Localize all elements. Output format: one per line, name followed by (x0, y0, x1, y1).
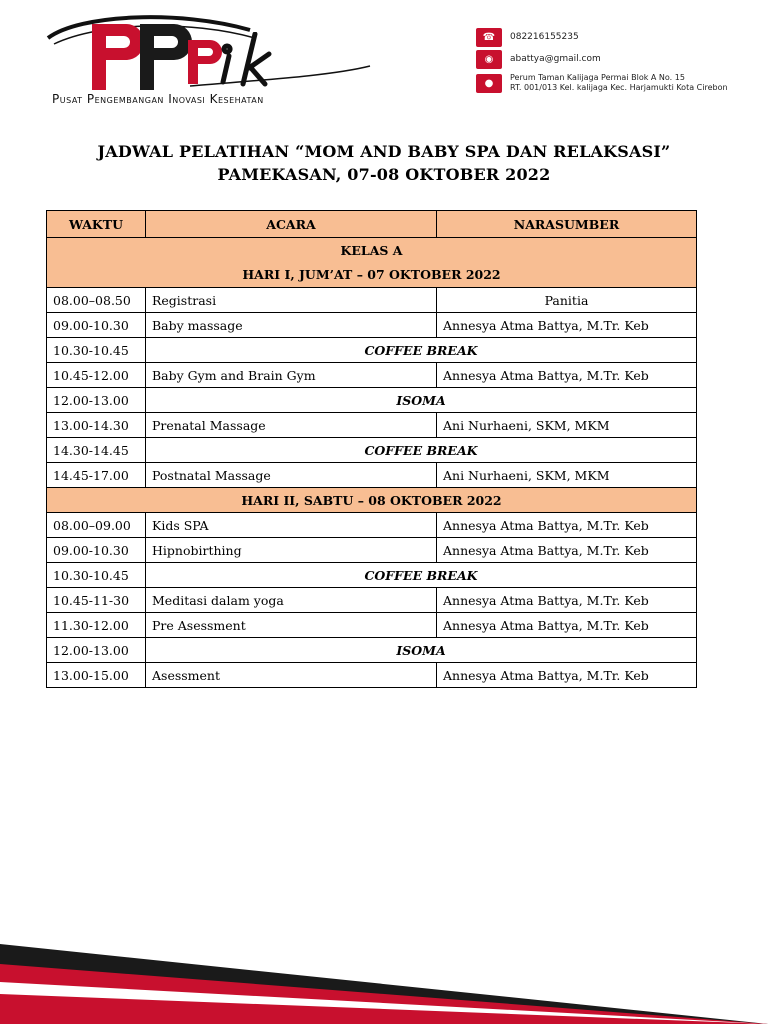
time-cell: 10.45-11-30 (47, 588, 146, 613)
event-cell: Hipnobirthing (146, 538, 437, 563)
document-title: JADWAL PELATIHAN “MOM AND BABY SPA DAN RELAKSASI” (97, 142, 671, 161)
break-cell: COFFEE BREAK (146, 438, 697, 463)
time-cell: 10.45-12.00 (47, 363, 146, 388)
organization-logo (40, 10, 380, 110)
table-row (47, 363, 697, 388)
event-cell: Baby Gym and Brain Gym (146, 363, 437, 388)
contact-block (476, 26, 756, 96)
contact-email (476, 48, 756, 70)
time-cell: 13.00-15.00 (47, 663, 146, 688)
location-icon: ● (476, 74, 502, 93)
speaker-cell: Annesya Atma Battya, M.Tr. Keb (437, 513, 697, 538)
schedule-table (46, 210, 697, 688)
speaker-cell: Ani Nurhaeni, SKM, MKM (437, 463, 697, 488)
table-row (47, 588, 697, 613)
day2-label: HARI II, SABTU – 08 OKTOBER 2022 (47, 488, 697, 513)
event-cell: Meditasi dalam yoga (146, 588, 437, 613)
table-row (47, 538, 697, 563)
class-label: KELAS A (47, 238, 697, 263)
event-cell: Kids SPA (146, 513, 437, 538)
table-row (47, 663, 697, 688)
table-row-break (47, 338, 697, 363)
event-cell: Postnatal Massage (146, 463, 437, 488)
time-cell: 12.00-13.00 (47, 638, 146, 663)
table-row-break (47, 438, 697, 463)
column-header-acara: ACARA (146, 211, 437, 238)
globe-icon: ◉ (476, 50, 502, 69)
phone-number: 082216155235 (510, 32, 579, 42)
time-cell: 12.00-13.00 (47, 388, 146, 413)
speaker-cell: Annesya Atma Battya, M.Tr. Keb (437, 363, 697, 388)
time-cell: 08.00–08.50 (47, 288, 146, 313)
time-cell: 14.30-14.45 (47, 438, 146, 463)
speaker-cell: Ani Nurhaeni, SKM, MKM (437, 413, 697, 438)
table-row (47, 513, 697, 538)
footer-swoosh-decoration (0, 920, 768, 1024)
class-row (47, 238, 697, 263)
table-row (47, 463, 697, 488)
break-cell: ISOMA (146, 388, 697, 413)
time-cell: 09.00-10.30 (47, 538, 146, 563)
logo-subtitle: Pusat Pengembangan Inovasi Kesehatan (52, 92, 264, 106)
speaker-cell: Annesya Atma Battya, M.Tr. Keb (437, 588, 697, 613)
day1-label: HARI I, JUM’AT – 07 OKTOBER 2022 (47, 263, 697, 288)
speaker-cell: Panitia (437, 288, 697, 313)
event-cell: Registrasi (146, 288, 437, 313)
address-line-1: Perum Taman Kalijaga Permai Blok A No. 15 (510, 73, 685, 82)
table-row-break (47, 388, 697, 413)
table-row-break (47, 638, 697, 663)
speaker-cell: Annesya Atma Battya, M.Tr. Keb (437, 613, 697, 638)
contact-address (476, 70, 756, 96)
logo-ik-letters (215, 32, 335, 92)
phone-icon: ☎ (476, 28, 502, 47)
event-cell: Asessment (146, 663, 437, 688)
column-header-narasumber: NARASUMBER (437, 211, 697, 238)
day-header-row (47, 488, 697, 513)
time-cell: 10.30-10.45 (47, 338, 146, 363)
time-cell: 13.00-14.30 (47, 413, 146, 438)
email-address: abattya@gmail.com (510, 54, 601, 64)
speaker-cell: Annesya Atma Battya, M.Tr. Keb (437, 538, 697, 563)
time-cell: 14.45-17.00 (47, 463, 146, 488)
table-row (47, 288, 697, 313)
break-cell: ISOMA (146, 638, 697, 663)
event-cell: Pre Asessment (146, 613, 437, 638)
break-cell: COFFEE BREAK (146, 563, 697, 588)
time-cell: 08.00–09.00 (47, 513, 146, 538)
table-row (47, 313, 697, 338)
column-header-waktu: WAKTU (47, 211, 146, 238)
break-cell: COFFEE BREAK (146, 338, 697, 363)
table-row (47, 613, 697, 638)
time-cell: 10.30-10.45 (47, 563, 146, 588)
contact-phone (476, 26, 756, 48)
speaker-cell: Annesya Atma Battya, M.Tr. Keb (437, 663, 697, 688)
address-line-2: RT. 001/013 Kel. kalijaga Kec. Harjamukti Kota Cirebon (510, 83, 728, 92)
day-header-row (47, 263, 697, 288)
speaker-cell: Annesya Atma Battya, M.Tr. Keb (437, 313, 697, 338)
event-cell: Baby massage (146, 313, 437, 338)
document-subtitle: PAMEKASAN, 07-08 OKTOBER 2022 (217, 165, 551, 184)
event-cell: Prenatal Massage (146, 413, 437, 438)
table-row-break (47, 563, 697, 588)
time-cell: 11.30-12.00 (47, 613, 146, 638)
time-cell: 09.00-10.30 (47, 313, 146, 338)
table-header-row (47, 211, 697, 238)
table-row (47, 413, 697, 438)
